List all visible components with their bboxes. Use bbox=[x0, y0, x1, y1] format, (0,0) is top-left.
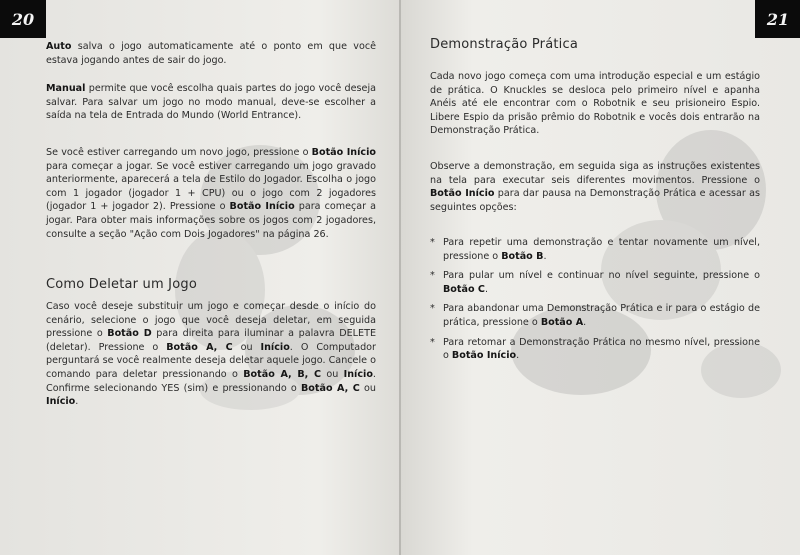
paragraph-observe-block bbox=[430, 160, 760, 214]
practice-demo-heading: Demonstração Prática bbox=[430, 37, 578, 52]
paragraph-manual: Manual permite que você escolha quais partes do jogo você deseja salvar. Para salvar um jogo no modo manual, deve-se escolher a saída na tela de Entrada do Mundo (World Entrance). bbox=[46, 83, 376, 122]
paragraph-delete-block bbox=[46, 300, 376, 409]
left-text-column bbox=[46, 40, 376, 67]
paragraph-intro: Cada novo jogo começa com uma introdução especial e um estágio de prática. O Knuckles se desloca pelo primeiro nível e apanha Anéis até ele encontrar com o Robotnik e seu prisioneiro Espio. Libere Espio da prisão prêmio do Robotnik e vocês dois entrarão na Demonstração Prática. bbox=[430, 71, 760, 137]
list-item: * Para retomar a Demonstração Prática no mesmo nível, pressione o Botão Início. bbox=[430, 336, 760, 362]
delete-section bbox=[46, 278, 376, 292]
page-number-right: 21 bbox=[755, 0, 800, 38]
delete-heading: Como Deletar um Jogo bbox=[46, 277, 197, 292]
bullet-icon: * bbox=[430, 270, 435, 282]
right-page bbox=[401, 0, 800, 555]
paragraph-manual-block bbox=[46, 82, 376, 123]
paragraph-delete: Caso você deseje substituir um jogo e começar desde o início do cenário, selecione o jogo que você deseja deletar, em seguida pressione o Botão D para direita para iluminar a palavra DELETE (deletar). Pressione o Botão A, C ou Início. O Computador perguntará se você realmente deseja deletar aquele jogo. Cancele o comando para deletar pressionando o Botão A, B, C ou Início. Confirme selecionando YES (sim) e pressionando o Botão A, C ou Início. bbox=[46, 301, 377, 408]
page-number-left: 20 bbox=[0, 0, 46, 38]
paragraph-new-game: Se você estiver carregando um novo jogo, pressione o Botão Início para começar a jogar. Se você estiver carregando um jogo gravado anteriormente, aparecerá a tela de Estilo do Jogador. Escolha o jogo com 1 jogador (jogador 1 + CPU) ou o jogo com 2 jogadores (jogador 1 + jogador 2). Pressione o Botão Início para começar a jogar. Para obter mais informações sobre os jogos com 2 jogadores, consulte a seção "Ação com Dois Jogadores" na página 26. bbox=[46, 147, 376, 240]
paragraph-auto: Auto salva o jogo automaticamente até o ponto em que você estava jogando antes de sair do jogo. bbox=[46, 41, 376, 66]
bullet-icon: * bbox=[430, 336, 435, 348]
list-item: * Para repetir uma demonstração e tentar novamente um nível, pressione o Botão B. bbox=[430, 237, 760, 262]
bullet-icon: * bbox=[430, 237, 435, 248]
paragraph-new-game-block bbox=[46, 146, 376, 241]
list-item: * Para abandonar uma Demonstração Prática e ir para o estágio de prática, pressione o Botão A. bbox=[430, 303, 760, 328]
paragraph-intro-block bbox=[430, 70, 760, 138]
options-list-block bbox=[430, 236, 760, 369]
list-item: * Para pular um nível e continuar no nível seguinte, pressione o Botão C. bbox=[430, 270, 760, 295]
right-heading-block bbox=[430, 38, 760, 52]
options-list bbox=[430, 236, 760, 363]
bullet-icon: * bbox=[430, 303, 435, 315]
paragraph-observe: Observe a demonstração, em seguida siga as instruções existentes na tela para executar seis diferentes movimentos. Pressione o Botão Início para dar pausa na Demonstração Prática e acessar as seguintes opções: bbox=[430, 161, 761, 213]
